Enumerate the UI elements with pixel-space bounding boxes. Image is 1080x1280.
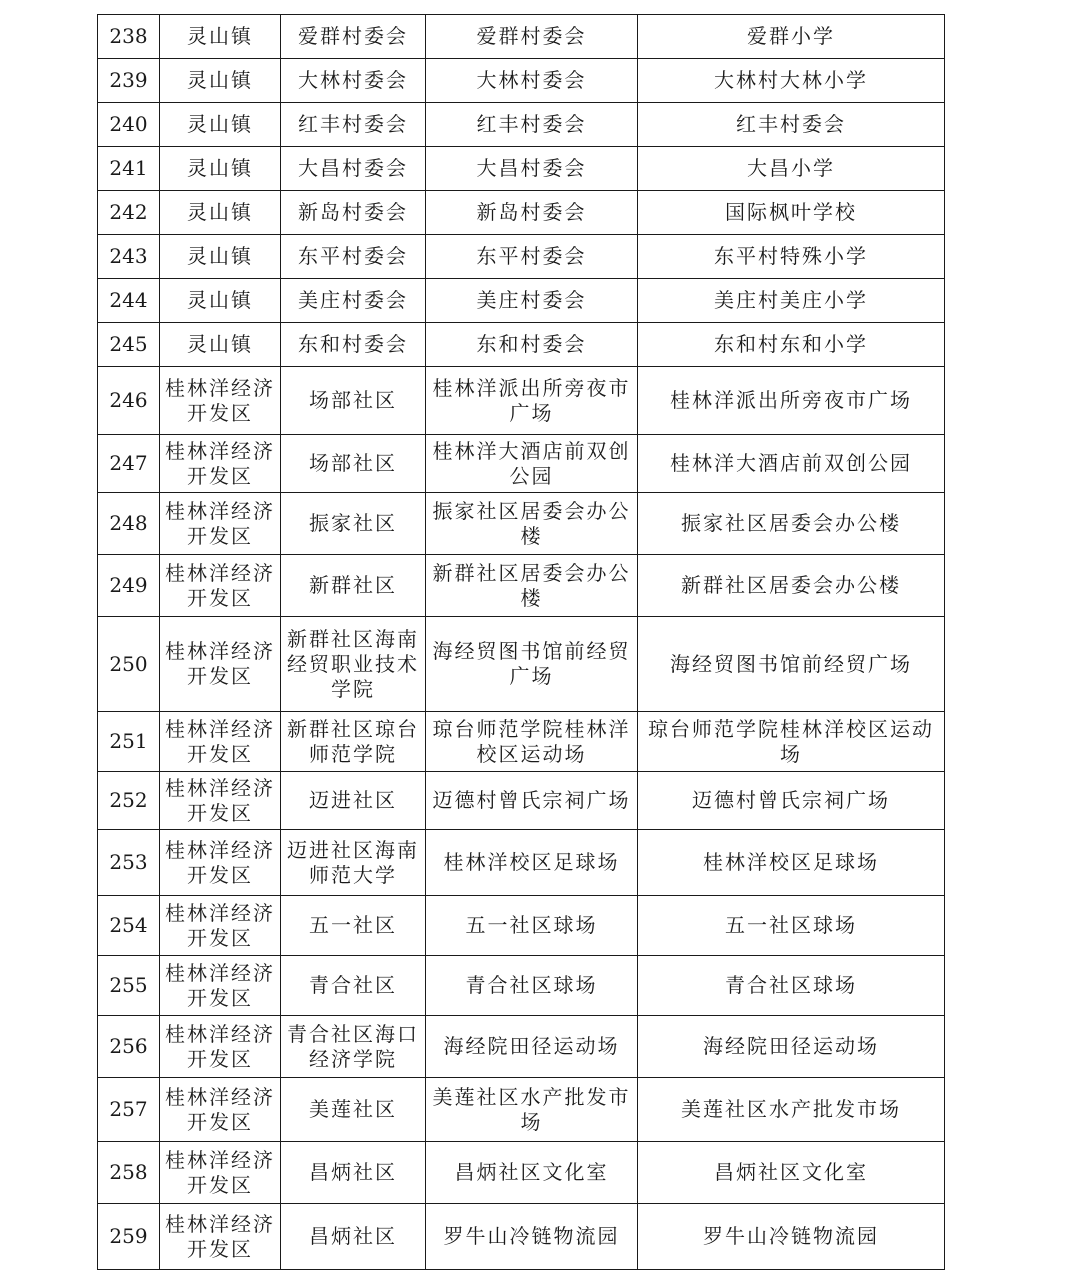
town-cell: 灵山镇 [160,323,281,367]
community-cell: 场部社区 [281,367,426,435]
table-row [98,367,945,435]
town-cell: 桂林洋经济开发区 [160,896,281,956]
town-cell: 灵山镇 [160,147,281,191]
site-cell: 昌炳社区文化室 [426,1142,638,1204]
site-cell: 海经贸图书馆前经贸广场 [426,617,638,712]
community-cell: 爱群村委会 [281,15,426,59]
town-cell: 桂林洋经济开发区 [160,555,281,617]
community-cell: 东和村委会 [281,323,426,367]
town-cell: 桂林洋经济开发区 [160,493,281,555]
town-cell: 灵山镇 [160,15,281,59]
location-cell: 五一社区球场 [638,896,945,956]
table-row [98,712,945,772]
table-row [98,956,945,1016]
community-cell: 大昌村委会 [281,147,426,191]
site-cell: 美莲社区水产批发市场 [426,1078,638,1142]
town-cell: 灵山镇 [160,191,281,235]
table-row [98,1142,945,1204]
location-cell: 国际枫叶学校 [638,191,945,235]
table-row [98,493,945,555]
row-number: 255 [98,956,160,1016]
site-cell: 罗牛山冷链物流园 [426,1204,638,1270]
table-row [98,59,945,103]
row-number: 253 [98,830,160,896]
site-cell: 大林村委会 [426,59,638,103]
row-number: 252 [98,772,160,830]
town-cell: 灵山镇 [160,279,281,323]
town-cell: 桂林洋经济开发区 [160,712,281,772]
location-cell: 桂林洋校区足球场 [638,830,945,896]
location-cell: 美莲社区水产批发市场 [638,1078,945,1142]
row-number: 247 [98,435,160,493]
site-cell: 红丰村委会 [426,103,638,147]
site-cell: 美庄村委会 [426,279,638,323]
community-cell: 场部社区 [281,435,426,493]
location-cell: 罗牛山冷链物流园 [638,1204,945,1270]
community-cell: 新岛村委会 [281,191,426,235]
location-cell: 桂林洋派出所旁夜市广场 [638,367,945,435]
location-cell: 新群社区居委会办公楼 [638,555,945,617]
row-number: 250 [98,617,160,712]
community-cell: 青合社区海口经济学院 [281,1016,426,1078]
table-row [98,103,945,147]
table-row [98,235,945,279]
row-number: 245 [98,323,160,367]
site-cell: 大昌村委会 [426,147,638,191]
community-cell: 迈进社区 [281,772,426,830]
table-row [98,896,945,956]
row-number: 244 [98,279,160,323]
location-cell: 桂林洋大酒店前双创公园 [638,435,945,493]
site-cell: 爱群村委会 [426,15,638,59]
community-cell: 迈进社区海南师范大学 [281,830,426,896]
community-cell: 振家社区 [281,493,426,555]
table-row [98,555,945,617]
community-cell: 美庄村委会 [281,279,426,323]
community-cell: 五一社区 [281,896,426,956]
row-number: 242 [98,191,160,235]
row-number: 258 [98,1142,160,1204]
community-cell: 东平村委会 [281,235,426,279]
table-row [98,435,945,493]
table-row [98,147,945,191]
table-row [98,15,945,59]
site-cell: 振家社区居委会办公楼 [426,493,638,555]
town-cell: 桂林洋经济开发区 [160,1204,281,1270]
town-cell: 桂林洋经济开发区 [160,1016,281,1078]
row-number: 240 [98,103,160,147]
site-cell: 琼台师范学院桂林洋校区运动场 [426,712,638,772]
table-row [98,323,945,367]
town-cell: 灵山镇 [160,103,281,147]
site-cell: 桂林洋派出所旁夜市广场 [426,367,638,435]
location-cell: 爱群小学 [638,15,945,59]
location-cell: 振家社区居委会办公楼 [638,493,945,555]
town-cell: 桂林洋经济开发区 [160,435,281,493]
location-cell: 琼台师范学院桂林洋校区运动场 [638,712,945,772]
sampling-site-table [97,14,945,1270]
community-cell: 青合社区 [281,956,426,1016]
table-row [98,191,945,235]
community-cell: 大林村委会 [281,59,426,103]
town-cell: 桂林洋经济开发区 [160,772,281,830]
location-cell: 美庄村美庄小学 [638,279,945,323]
table-row [98,1204,945,1270]
town-cell: 桂林洋经济开发区 [160,956,281,1016]
row-number: 239 [98,59,160,103]
table-row [98,279,945,323]
site-cell: 青合社区球场 [426,956,638,1016]
community-cell: 新群社区海南经贸职业技术学院 [281,617,426,712]
location-cell: 昌炳社区文化室 [638,1142,945,1204]
town-cell: 桂林洋经济开发区 [160,367,281,435]
location-cell: 海经贸图书馆前经贸广场 [638,617,945,712]
row-number: 257 [98,1078,160,1142]
row-number: 248 [98,493,160,555]
location-cell: 东平村特殊小学 [638,235,945,279]
row-number: 243 [98,235,160,279]
row-number: 254 [98,896,160,956]
community-cell: 红丰村委会 [281,103,426,147]
community-cell: 昌炳社区 [281,1204,426,1270]
row-number: 241 [98,147,160,191]
row-number: 238 [98,15,160,59]
row-number: 256 [98,1016,160,1078]
site-cell: 五一社区球场 [426,896,638,956]
town-cell: 桂林洋经济开发区 [160,830,281,896]
community-cell: 新群社区琼台师范学院 [281,712,426,772]
row-number: 249 [98,555,160,617]
location-cell: 大昌小学 [638,147,945,191]
site-cell: 东平村委会 [426,235,638,279]
location-cell: 红丰村委会 [638,103,945,147]
site-cell: 桂林洋大酒店前双创公园 [426,435,638,493]
community-cell: 美莲社区 [281,1078,426,1142]
town-cell: 桂林洋经济开发区 [160,1078,281,1142]
row-number: 259 [98,1204,160,1270]
table-row [98,830,945,896]
table-row [98,617,945,712]
location-cell: 东和村东和小学 [638,323,945,367]
town-cell: 灵山镇 [160,235,281,279]
location-cell: 海经院田径运动场 [638,1016,945,1078]
community-cell: 新群社区 [281,555,426,617]
town-cell: 桂林洋经济开发区 [160,617,281,712]
row-number: 251 [98,712,160,772]
site-cell: 新群社区居委会办公楼 [426,555,638,617]
table-row [98,772,945,830]
site-cell: 桂林洋校区足球场 [426,830,638,896]
community-cell: 昌炳社区 [281,1142,426,1204]
site-cell: 迈德村曾氏宗祠广场 [426,772,638,830]
town-cell: 桂林洋经济开发区 [160,1142,281,1204]
row-number: 246 [98,367,160,435]
site-cell: 东和村委会 [426,323,638,367]
location-cell: 大林村大林小学 [638,59,945,103]
town-cell: 灵山镇 [160,59,281,103]
location-cell: 迈德村曾氏宗祠广场 [638,772,945,830]
table-row [98,1078,945,1142]
site-cell: 新岛村委会 [426,191,638,235]
site-cell: 海经院田径运动场 [426,1016,638,1078]
table-row [98,1016,945,1078]
location-cell: 青合社区球场 [638,956,945,1016]
